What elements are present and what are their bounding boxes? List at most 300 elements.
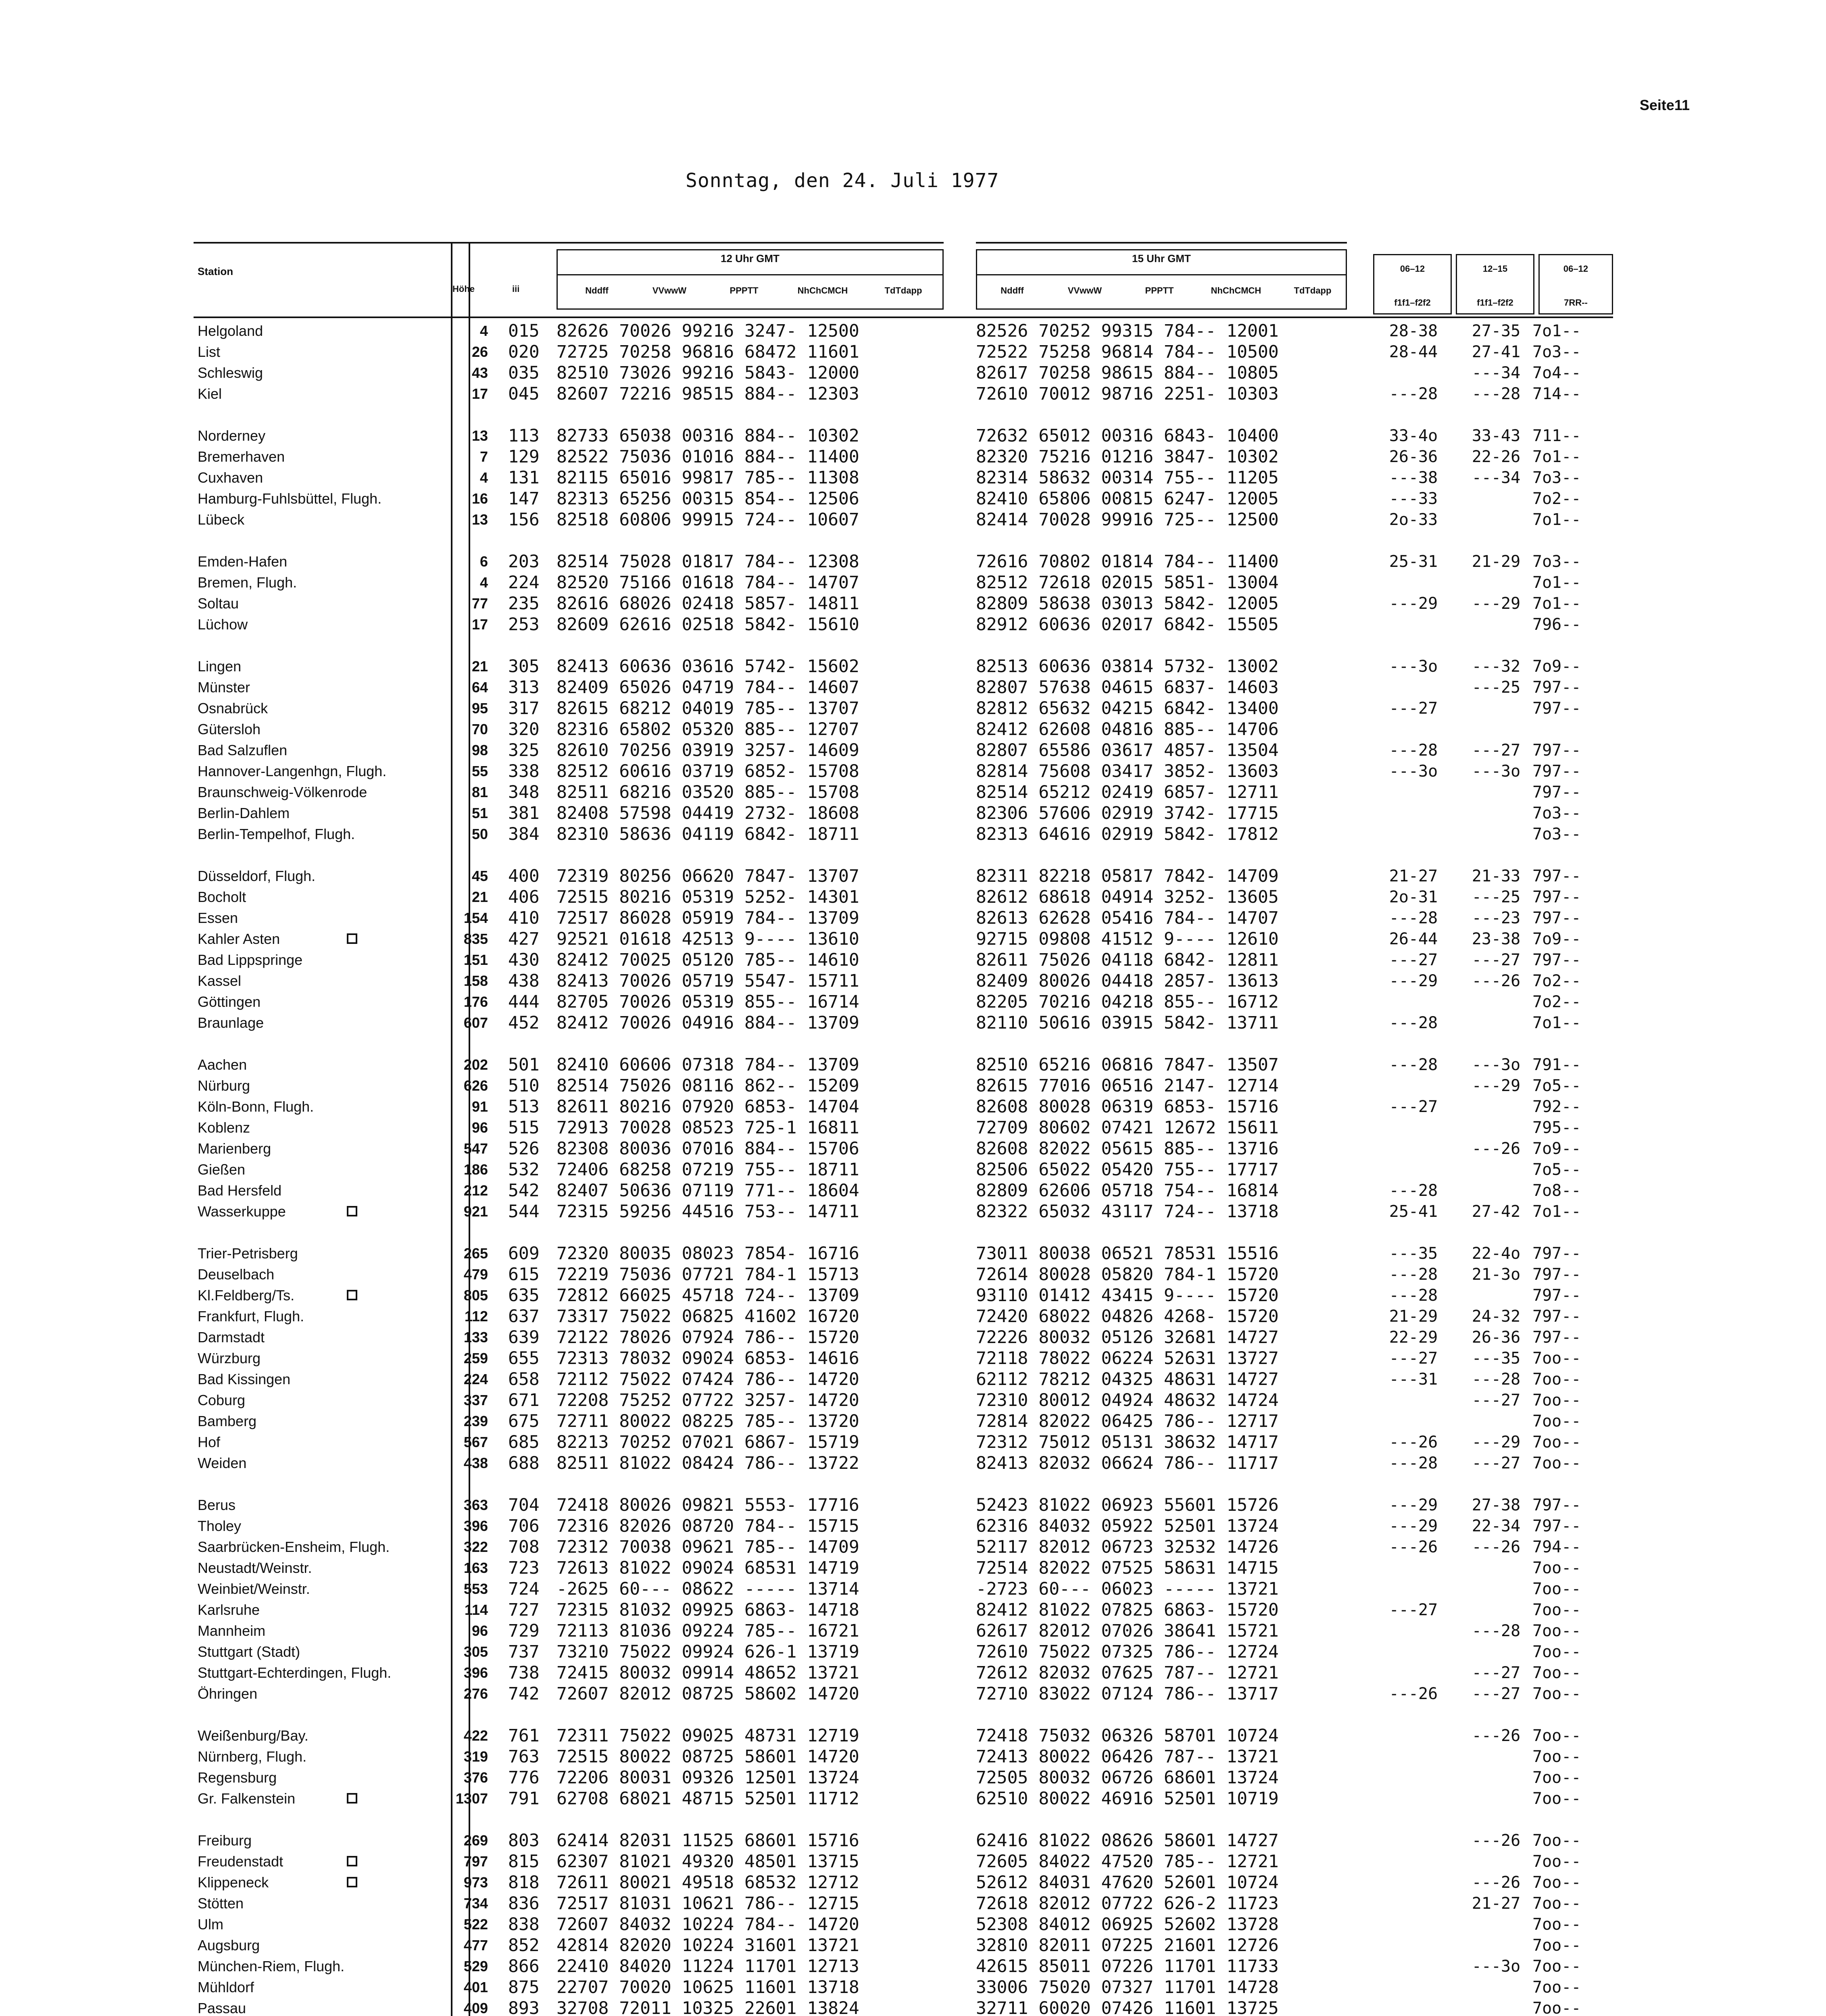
obs-15-gmt: 72610 70012 98716 2251- 10303: [976, 384, 1279, 404]
temp-range-06-12: ---33: [1389, 489, 1438, 508]
obs-15-gmt: 72418 75032 06326 58701 10724: [976, 1726, 1279, 1746]
station-elevation: 522: [463, 1916, 488, 1933]
station-elevation: 438: [463, 1455, 488, 1471]
obs-12-gmt: 82316 65802 05320 885-- 12707: [557, 719, 859, 739]
temp-range-12-15: ---25: [1472, 888, 1521, 906]
station-index: 708: [508, 1537, 540, 1557]
station-elevation: 835: [463, 931, 488, 947]
obs-15-gmt: 82809 58638 03013 5842- 12005: [976, 594, 1279, 614]
mountain-station-square-icon: [347, 1290, 357, 1300]
temp-range-06-12: ---27: [1389, 1349, 1438, 1368]
obs-15-gmt: 82608 80028 06319 6853- 15716: [976, 1097, 1279, 1117]
station-name: Aachen: [198, 1056, 247, 1073]
precip-group: 7o1--: [1532, 573, 1581, 592]
station-name: Düsseldorf, Flugh.: [198, 868, 316, 884]
table-row: [0, 1851, 1826, 1872]
station-name: Gießen: [198, 1161, 246, 1178]
table-row: [0, 1914, 1826, 1935]
precip-group: 7oo--: [1532, 1454, 1581, 1472]
station-name: Koblenz: [198, 1119, 250, 1136]
station-elevation: 70: [471, 721, 488, 737]
precip-group: 7oo--: [1532, 1768, 1581, 1787]
station-index: 675: [508, 1411, 540, 1431]
table-row: [0, 950, 1826, 971]
obs-12-gmt: 92521 01618 42513 9---- 13610: [557, 929, 859, 949]
obs-12-gmt: 73317 75022 06825 41602 16720: [557, 1306, 859, 1327]
obs-12-gmt: 42814 82020 10224 31601 13721: [557, 1935, 859, 1956]
station-elevation: 186: [463, 1161, 488, 1178]
obs-15-gmt: 42615 85011 07226 11701 11733: [976, 1956, 1279, 1976]
temp-range-12-15: ---35: [1472, 1349, 1521, 1368]
precip-group: 7oo--: [1532, 1894, 1581, 1913]
obs-15-gmt: 72610 75022 07325 786-- 12724: [976, 1642, 1279, 1662]
station-elevation: 239: [463, 1413, 488, 1429]
precip-group: 7oo--: [1532, 1747, 1581, 1766]
temp-range-06-12: ---27: [1389, 951, 1438, 969]
header-15-ppptt: PPPTT: [1145, 285, 1174, 296]
table-row: [0, 551, 1826, 572]
temp-range-06-12: ---38: [1389, 469, 1438, 487]
obs-12-gmt: 82410 60606 07318 784-- 13709: [557, 1055, 859, 1075]
precip-group: 7oo--: [1532, 1370, 1581, 1389]
temp-range-06-12: ---28: [1389, 1265, 1438, 1284]
temp-range-06-12: ---28: [1389, 385, 1438, 403]
temp-range-12-15: ---28: [1472, 385, 1521, 403]
temp-range-06-12: ---27: [1389, 699, 1438, 718]
obs-15-gmt: 82110 50616 03915 5842- 13711: [976, 1013, 1279, 1033]
station-name: Berus: [198, 1497, 236, 1513]
header-15-clouds: NhChCMCH: [1211, 285, 1261, 296]
obs-12-gmt: 72313 78032 09024 6853- 14616: [557, 1348, 859, 1368]
station-name: Neustadt/Weinstr.: [198, 1560, 312, 1576]
header-12-ppptt: PPPTT: [730, 285, 759, 296]
temp-range-12-15: ---3o: [1472, 1957, 1521, 1976]
obs-12-gmt: 72913 70028 08523 725-1 16811: [557, 1118, 859, 1138]
station-index: 761: [508, 1726, 540, 1746]
header-12-clouds: NhChCMCH: [797, 285, 848, 296]
station-index: 803: [508, 1831, 540, 1851]
station-name: Emden-Hafen: [198, 553, 288, 570]
obs-15-gmt: 82514 65212 02419 6857- 12711: [976, 782, 1279, 802]
precip-group: 7o2--: [1532, 489, 1581, 508]
station-name: Würzburg: [198, 1350, 261, 1366]
station-index: 452: [508, 1013, 540, 1033]
table-row: [0, 803, 1826, 824]
table-row: [0, 740, 1826, 761]
temp-range-12-15: 33-43: [1472, 427, 1521, 445]
table-row: [0, 614, 1826, 635]
precip-group: 7o1--: [1532, 448, 1581, 466]
obs-15-gmt: 72605 84022 47520 785-- 12721: [976, 1851, 1279, 1872]
station-index: 655: [508, 1348, 540, 1368]
station-elevation: 6: [479, 553, 488, 570]
precip-group: 7oo--: [1532, 1789, 1581, 1808]
station-name: Braunschweig-Völkenrode: [198, 784, 367, 800]
header-12-tdapp: TdTdapp: [884, 285, 922, 296]
temp-range-12-15: 27-42: [1472, 1202, 1521, 1221]
station-name: Norderney: [198, 427, 266, 444]
mountain-station-square-icon: [347, 1856, 357, 1866]
obs-12-gmt: 72113 81036 09224 785-- 16721: [557, 1621, 859, 1641]
obs-15-gmt: 72612 82032 07625 787-- 12721: [976, 1663, 1279, 1683]
obs-12-gmt: 72515 80216 05319 5252- 14301: [557, 887, 859, 907]
station-name: Bad Lippspringe: [198, 952, 303, 968]
station-index: 131: [508, 468, 540, 488]
obs-15-gmt: 82526 70252 99315 784-- 12001: [976, 321, 1279, 341]
station-elevation: 305: [463, 1643, 488, 1660]
obs-12-gmt: 22707 70020 10625 11601 13718: [557, 1977, 859, 1997]
obs-12-gmt: 72112 75022 07424 786-- 14720: [557, 1369, 859, 1389]
obs-15-gmt: 72814 82022 06425 786-- 12717: [976, 1411, 1279, 1431]
table-row: [0, 1012, 1826, 1033]
station-index: 338: [508, 761, 540, 781]
precip-group: 795--: [1532, 1118, 1581, 1137]
obs-12-gmt: 72515 80022 08725 58601 14720: [557, 1747, 859, 1767]
obs-12-gmt: 72206 80031 09326 12501 13724: [557, 1768, 859, 1788]
station-name: Kiel: [198, 385, 222, 402]
table-row: [0, 467, 1826, 488]
precip-group: 797--: [1532, 909, 1581, 927]
table-row: [0, 698, 1826, 719]
precip-group: 797--: [1532, 762, 1581, 781]
obs-12-gmt: 82607 72216 98515 884-- 12303: [557, 384, 859, 404]
station-index: 513: [508, 1097, 540, 1117]
table-row: [0, 1453, 1826, 1474]
station-index: 427: [508, 929, 540, 949]
station-name: Cuxhaven: [198, 469, 263, 486]
mountain-station-square-icon: [347, 1877, 357, 1887]
station-elevation: 607: [463, 1014, 488, 1031]
temp-range-06-12: ---3o: [1389, 762, 1438, 781]
obs-15-gmt: 82513 60636 03814 5732- 13002: [976, 656, 1279, 677]
obs-15-gmt: 82412 62608 04816 885-- 14706: [976, 719, 1279, 739]
obs-15-gmt: 82506 65022 05420 755-- 17717: [976, 1160, 1279, 1180]
table-row: [0, 761, 1826, 782]
temp-range-12-15: ---26: [1472, 972, 1521, 990]
obs-15-gmt: 33006 75020 07327 11701 14728: [976, 1977, 1279, 1997]
temp-range-06-12: ---28: [1389, 1014, 1438, 1032]
temp-range-06-12: ---29: [1389, 972, 1438, 990]
table-row: [0, 1390, 1826, 1411]
obs-15-gmt: 72420 68022 04826 4268- 15720: [976, 1306, 1279, 1327]
table-row: [0, 1830, 1826, 1851]
station-elevation: 921: [463, 1203, 488, 1220]
station-elevation: 98: [471, 742, 488, 758]
station-name: Braunlage: [198, 1014, 264, 1031]
obs-15-gmt: 82512 72618 02015 5851- 13004: [976, 573, 1279, 593]
station-index: 438: [508, 971, 540, 991]
header-r3-bottom: 7RR--: [1564, 298, 1588, 308]
temp-range-12-15: ---27: [1472, 1685, 1521, 1703]
station-elevation: 96: [471, 1119, 488, 1136]
table-row: [0, 1264, 1826, 1285]
obs-15-gmt: 82510 65216 06816 7847- 13507: [976, 1055, 1279, 1075]
temp-range-06-12: ---27: [1389, 1098, 1438, 1116]
station-name: Marienberg: [198, 1140, 271, 1157]
temp-range-12-15: ---26: [1472, 1873, 1521, 1892]
station-name: Regensburg: [198, 1769, 277, 1786]
obs-12-gmt: 82512 60616 03719 6852- 15708: [557, 761, 859, 781]
table-row: [0, 1998, 1826, 2016]
station-elevation: 96: [471, 1622, 488, 1639]
obs-15-gmt: 32711 60020 07426 11601 13725: [976, 1998, 1279, 2016]
obs-12-gmt: 82609 62616 02518 5842- 15610: [557, 614, 859, 635]
table-row: [0, 1977, 1826, 1998]
table-row: [0, 1641, 1826, 1662]
station-index: 637: [508, 1306, 540, 1327]
precip-group: 7oo--: [1532, 1622, 1581, 1640]
obs-15-gmt: 72616 70802 01814 784-- 11400: [976, 552, 1279, 572]
station-index: 515: [508, 1118, 540, 1138]
precip-group: 7oo--: [1532, 1664, 1581, 1682]
station-elevation: 133: [463, 1329, 488, 1345]
station-name: Köln-Bonn, Flugh.: [198, 1098, 314, 1115]
station-elevation: 479: [463, 1266, 488, 1283]
table-row: [0, 1159, 1826, 1180]
table-row: [0, 446, 1826, 467]
obs-15-gmt: 82617 70258 98615 884-- 10805: [976, 363, 1279, 383]
obs-12-gmt: 72315 59256 44516 753-- 14711: [557, 1202, 859, 1222]
table-row: [0, 1054, 1826, 1075]
table-row: [0, 1788, 1826, 1809]
station-name: Bremerhaven: [198, 448, 285, 465]
station-elevation: 55: [471, 763, 488, 779]
obs-15-gmt: 82608 82022 05615 885-- 13716: [976, 1139, 1279, 1159]
obs-12-gmt: 82511 81022 08424 786-- 13722: [557, 1453, 859, 1473]
precip-group: 7oo--: [1532, 1852, 1581, 1871]
table-row: [0, 321, 1826, 342]
temp-range-06-12: 21-29: [1389, 1307, 1438, 1326]
precip-group: 7o4--: [1532, 364, 1581, 382]
obs-15-gmt: 82809 62606 05718 754-- 16814: [976, 1181, 1279, 1201]
precip-group: 7oo--: [1532, 1873, 1581, 1892]
station-elevation: 81: [471, 784, 488, 800]
obs-15-gmt: 72226 80032 05126 32681 14727: [976, 1327, 1279, 1347]
header-iii: iii: [512, 284, 520, 294]
station-index: 129: [508, 447, 540, 467]
station-name: Öhringen: [198, 1685, 258, 1702]
station-name: Klippeneck: [198, 1874, 269, 1891]
obs-15-gmt: 62416 81022 08626 58601 14727: [976, 1831, 1279, 1851]
table-row: [0, 1725, 1826, 1746]
obs-15-gmt: 52612 84031 47620 52601 10724: [976, 1872, 1279, 1893]
station-index: 406: [508, 887, 540, 907]
header-r2-top: 12–15: [1482, 264, 1508, 274]
station-elevation: 43: [471, 364, 488, 381]
temp-range-12-15: ---29: [1472, 1433, 1521, 1452]
obs-15-gmt: 72118 78022 06224 52631 13727: [976, 1348, 1279, 1368]
station-name: Trier-Petrisberg: [198, 1245, 298, 1262]
precip-group: 797--: [1532, 1286, 1581, 1305]
station-elevation: 163: [463, 1560, 488, 1576]
station-elevation: 202: [463, 1056, 488, 1073]
precip-group: 7o2--: [1532, 993, 1581, 1011]
table-row: [0, 887, 1826, 908]
station-elevation: 4: [479, 469, 488, 486]
station-name: Hamburg-Fuhlsbüttel, Flugh.: [198, 490, 382, 507]
obs-12-gmt: 82409 65026 04719 784-- 14607: [557, 677, 859, 698]
page-number: Seite11: [1639, 97, 1690, 113]
temp-range-06-12: ---28: [1389, 1454, 1438, 1472]
station-elevation: 51: [471, 805, 488, 821]
station-name: Bremen, Flugh.: [198, 574, 297, 591]
header-top-rule: [194, 242, 944, 244]
obs-12-gmt: 72319 80256 06620 7847- 13707: [557, 866, 859, 886]
station-index: 893: [508, 1998, 540, 2016]
station-index: 235: [508, 594, 540, 614]
precip-group: 714--: [1532, 385, 1581, 403]
precip-group: 7oo--: [1532, 1391, 1581, 1410]
station-name: Bocholt: [198, 889, 246, 905]
temp-range-12-15: ---3o: [1472, 762, 1521, 781]
precip-group: 7oo--: [1532, 1727, 1581, 1745]
temp-range-06-12: 25-31: [1389, 552, 1438, 571]
station-name: Coburg: [198, 1392, 246, 1408]
station-index: 671: [508, 1390, 540, 1410]
precip-group: 7o9--: [1532, 1139, 1581, 1158]
obs-15-gmt: 82807 65586 03617 4857- 13504: [976, 740, 1279, 760]
station-name: Weißenburg/Bay.: [198, 1727, 309, 1744]
obs-12-gmt: 82615 68212 04019 785-- 13707: [557, 698, 859, 719]
table-row: [0, 1620, 1826, 1641]
precip-group: 7o3--: [1532, 825, 1581, 843]
header-12-vvwww: VVwwW: [652, 285, 687, 296]
table-row: [0, 1893, 1826, 1914]
station-elevation: 322: [463, 1539, 488, 1555]
temp-range-12-15: 22-26: [1472, 448, 1521, 466]
station-elevation: 401: [463, 1979, 488, 1995]
precip-group: 7o3--: [1532, 804, 1581, 823]
temp-range-12-15: ---28: [1472, 1622, 1521, 1640]
temp-range-12-15: 21-33: [1472, 867, 1521, 885]
station-index: 325: [508, 740, 540, 760]
table-row: [0, 1579, 1826, 1599]
table-row: [0, 1411, 1826, 1432]
temp-range-12-15: ---29: [1472, 1077, 1521, 1095]
obs-12-gmt: 73210 75022 09924 626-1 13719: [557, 1642, 859, 1662]
precip-group: 7o8--: [1532, 1181, 1581, 1200]
precip-group: 7oo--: [1532, 1999, 1581, 2016]
precip-group: 7o3--: [1532, 552, 1581, 571]
station-index: 838: [508, 1914, 540, 1935]
obs-15-gmt: 72710 83022 07124 786-- 13717: [976, 1684, 1279, 1704]
obs-15-gmt: 82615 77016 06516 2147- 12714: [976, 1076, 1279, 1096]
temp-range-12-15: ---3o: [1472, 1056, 1521, 1074]
obs-12-gmt: 22410 84020 11224 11701 12713: [557, 1956, 859, 1976]
table-row: [0, 1138, 1826, 1159]
station-index: 706: [508, 1516, 540, 1536]
temp-range-12-15: 21-29: [1472, 552, 1521, 571]
obs-15-gmt: 82412 81022 07825 6863- 15720: [976, 1600, 1279, 1620]
temp-range-12-15: 24-32: [1472, 1307, 1521, 1326]
station-index: 381: [508, 803, 540, 823]
station-index: 384: [508, 824, 540, 844]
obs-15-gmt: 72312 75012 05131 38632 14717: [976, 1432, 1279, 1452]
station-name: Schleswig: [198, 364, 263, 381]
station-elevation: 212: [463, 1182, 488, 1199]
table-row: [0, 593, 1826, 614]
obs-12-gmt: 82408 57598 04419 2732- 18608: [557, 803, 859, 823]
precip-group: 797--: [1532, 699, 1581, 718]
temp-range-06-12: ---29: [1389, 1517, 1438, 1535]
obs-12-gmt: -2625 60--- 08622 ----- 13714: [557, 1579, 859, 1599]
precip-group: 797--: [1532, 1496, 1581, 1514]
obs-15-gmt: 73011 80038 06521 78531 15516: [976, 1243, 1279, 1264]
station-index: 658: [508, 1369, 540, 1389]
temp-range-06-12: ---26: [1389, 1433, 1438, 1452]
obs-12-gmt: 82407 50636 07119 771-- 18604: [557, 1181, 859, 1201]
station-name: List: [198, 344, 221, 360]
table-row: [0, 1495, 1826, 1516]
table-row: [0, 1306, 1826, 1327]
station-index: 852: [508, 1935, 540, 1956]
temp-range-12-15: ---34: [1472, 364, 1521, 382]
station-name: Wasserkuppe: [198, 1203, 286, 1220]
station-elevation: 529: [463, 1958, 488, 1974]
station-index: 410: [508, 908, 540, 928]
station-index: 035: [508, 363, 540, 383]
station-elevation: 265: [463, 1245, 488, 1262]
temp-range-12-15: ---26: [1472, 1538, 1521, 1556]
obs-12-gmt: 32708 72011 10325 22601 13824: [557, 1998, 859, 2016]
precip-group: 7oo--: [1532, 1685, 1581, 1703]
obs-12-gmt: 82733 65038 00316 884-- 10302: [557, 426, 859, 446]
station-index: 866: [508, 1956, 540, 1976]
precip-group: 797--: [1532, 1265, 1581, 1284]
header-12-divider: [557, 274, 944, 275]
station-elevation: 17: [471, 385, 488, 402]
temp-range-12-15: ---27: [1472, 951, 1521, 969]
station-index: 609: [508, 1243, 540, 1264]
table-row: [0, 677, 1826, 698]
precip-group: 797--: [1532, 1307, 1581, 1326]
obs-15-gmt: 82306 57606 02919 3742- 17715: [976, 803, 1279, 823]
temp-range-12-15: 22-34: [1472, 1517, 1521, 1535]
station-name: Nürnberg, Flugh.: [198, 1748, 307, 1765]
station-name: Augsburg: [198, 1937, 260, 1954]
temp-range-06-12: ---26: [1389, 1685, 1438, 1703]
temp-range-12-15: 27-35: [1472, 322, 1521, 340]
header-r3-top: 06–12: [1563, 264, 1588, 274]
obs-12-gmt: 82412 70026 04916 884-- 13709: [557, 1013, 859, 1033]
station-elevation: 154: [463, 910, 488, 926]
obs-12-gmt: 82413 60636 03616 5742- 15602: [557, 656, 859, 677]
obs-15-gmt: 32810 82011 07225 21601 12726: [976, 1935, 1279, 1956]
obs-12-gmt: 82115 65016 99817 785-- 11308: [557, 468, 859, 488]
obs-12-gmt: 82611 80216 07920 6853- 14704: [557, 1097, 859, 1117]
station-name: Nürburg: [198, 1077, 250, 1094]
obs-12-gmt: 82626 70026 99216 3247- 12500: [557, 321, 859, 341]
station-name: Hof: [198, 1434, 221, 1450]
obs-15-gmt: 92715 09808 41512 9---- 12610: [976, 929, 1279, 949]
header-top-rule-15: [976, 242, 1347, 244]
table-row: [0, 1537, 1826, 1558]
station-elevation: 4: [479, 574, 488, 591]
header-15-divider: [976, 274, 1347, 275]
obs-15-gmt: 82314 58632 00314 755-- 11205: [976, 468, 1279, 488]
station-elevation: 567: [463, 1434, 488, 1450]
header-r1-bottom: f1f1–f2f2: [1394, 298, 1431, 308]
station-index: 444: [508, 992, 540, 1012]
temp-range-06-12: 2o-33: [1389, 510, 1438, 529]
station-elevation: 64: [471, 679, 488, 696]
table-row: [0, 425, 1826, 446]
precip-group: 7o1--: [1532, 510, 1581, 529]
obs-15-gmt: 82807 57638 04615 6837- 14603: [976, 677, 1279, 698]
obs-12-gmt: 62708 68021 48715 52501 11712: [557, 1789, 859, 1809]
obs-15-gmt: 93110 01412 43415 9---- 15720: [976, 1285, 1279, 1306]
table-row: [0, 383, 1826, 404]
